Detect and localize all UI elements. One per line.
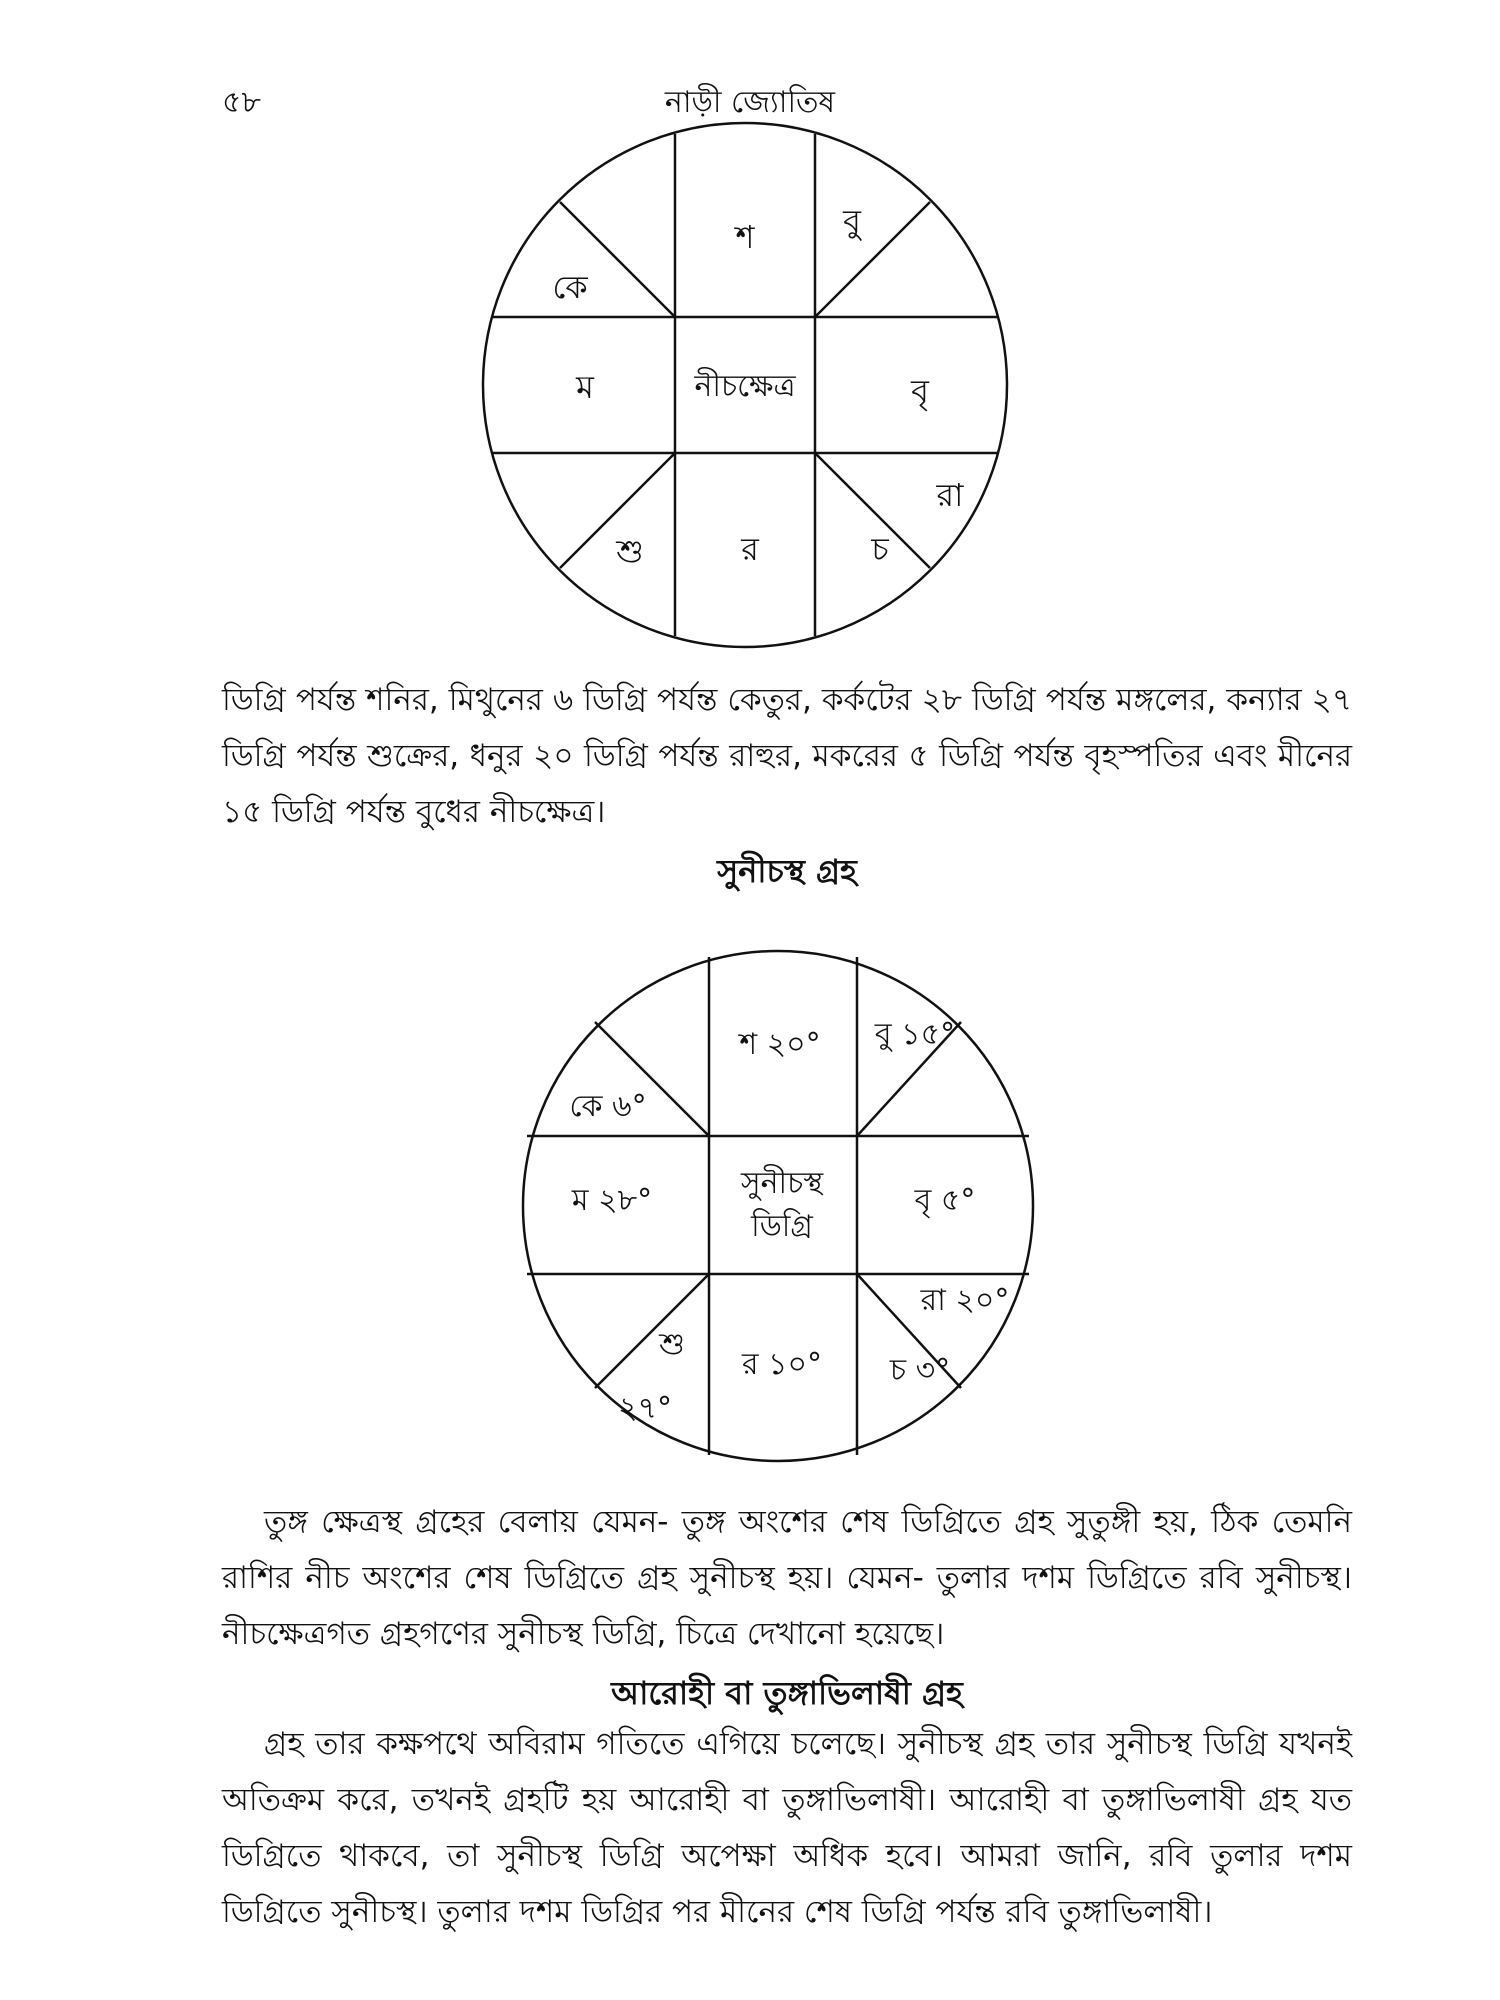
chart1-label-lower-right: রা — [936, 476, 964, 514]
deep-debilitation-chart — [520, 948, 1040, 1468]
chart1-center-label: নীচক্ষেত্র — [694, 369, 796, 404]
chart2-label-bottom-left-planet: শু — [659, 1327, 685, 1362]
chart2-label-top-right: বু ১৫° — [874, 1017, 956, 1052]
chart1-label-mid-left: ম — [576, 368, 594, 406]
chart1-label-bottom-left: শু — [616, 532, 644, 570]
chart1-line — [815, 202, 930, 317]
chart2-label-bottom-right: চ ৩° — [889, 1353, 951, 1388]
chart2-center-line1: সুনীচস্থ — [740, 1166, 824, 1201]
chart1-label-top-center: শ — [735, 218, 755, 256]
debilitation-chart — [480, 120, 1010, 650]
chart1-label-top-right: বু — [843, 202, 861, 240]
chart1-label-bottom-right: চ — [871, 530, 889, 568]
chart2-label-bottom-left-degree: ২৭° — [617, 1391, 673, 1426]
chart2-label-mid-right: বৃ ৫° — [914, 1183, 976, 1218]
chart1-label-upper-left: কে — [552, 268, 588, 306]
paragraph-debilitation: ডিগ্রি পর্যন্ত শনির, মিথুনের ৬ ডিগ্রি পর্যন্ত কেতুর, কর্কটের ২৮ ডিগ্রি পর্যন্ত মঙ্গলের, কন্যার ২৭ ডিগ্রি পর্যন্ত শুক্রের, ধনুর ২০ ডিগ্রি পর্যন্ত রাহুর, মকরের ৫ ডিগ্রি পর্যন্ত বৃহস্পতির এবং মীনের ১৫ ডিগ্রি পর্যন্ত বুধের নীচক্ষেত্র। — [222, 682, 1352, 830]
deep-debilitation-chart-diagram — [520, 948, 1040, 1468]
chart2-label-lower-right: রা ২০° — [920, 1283, 1010, 1318]
heading-deep-debilitation: সুনীচস্থ গ্রহ — [717, 852, 857, 890]
chart2-line — [595, 1274, 709, 1388]
chart2-label-upper-left: কে ৬° — [569, 1089, 647, 1124]
chart1-label-bottom-center: র — [741, 530, 759, 568]
chart2-label-top-center: শ ২০° — [739, 1027, 821, 1062]
chart2-label-bottom-center: র ১০° — [741, 1347, 823, 1382]
paragraph-ascending-planet: গ্রহ তার কক্ষপথে অবিরাম গতিতে এগিয়ে চলেছে। সুনীচস্থ গ্রহ তার সুনীচস্থ ডিগ্রি যখনই অতিক্রম করে, তখনই গ্রহটি হয় আরোহী বা তুঙ্গাভিলাষী। আরোহী বা তুঙ্গাভিলাষী গ্রহ যত ডিগ্রিতে থাকবে, তা সুনীচস্থ ডিগ্রি অপেক্ষা অধিক হবে। আমরা জানি, রবি তুলার দশম ডিগ্রিতে সুনীচস্থ। তুলার দশম ডিগ্রির পর মীনের শেষ ডিগ্রি পর্যন্ত রবি তুঙ্গাভিলাষী। — [222, 1726, 1352, 1930]
debilitation-chart-diagram — [480, 120, 1010, 650]
chart1-label-mid-right: বৃ — [911, 372, 929, 410]
paragraph-deep-debilitation: তুঙ্গ ক্ষেত্রস্থ গ্রহের বেলায় যেমন- তুঙ্গ অংশের শেষ ডিগ্রিতে গ্রহ সুতুঙ্গী হয়, ঠিক তেমনি রাশির নীচ অংশের শেষ ডিগ্রিতে গ্রহ সুনীচস্থ হয়। যেমন- তুলার দশম ডিগ্রিতে রবি সুনীচস্থ। নীচক্ষেত্রগত গ্রহগণের সুনীচস্থ ডিগ্রি, চিত্রে দেখানো হয়েছে। — [222, 1504, 1352, 1652]
heading-ascending-planet: আরোহী বা তুঙ্গাভিলাষী গ্রহ — [611, 1674, 963, 1712]
page-number: ৫৮ — [222, 85, 261, 120]
chart2-center-line2: ডিগ্রি — [751, 1209, 813, 1244]
chart2-label-mid-left: ম ২৮° — [571, 1183, 653, 1218]
running-head: নাড়ী জ্যোতিষ — [664, 85, 836, 120]
